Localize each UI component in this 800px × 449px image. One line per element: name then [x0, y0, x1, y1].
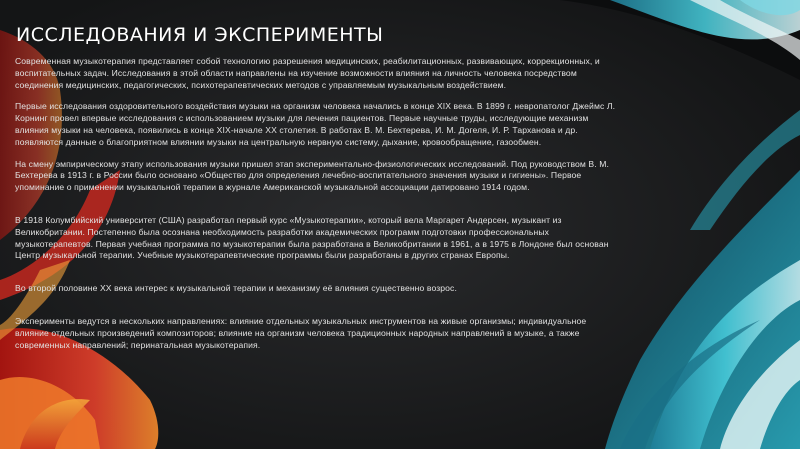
paragraph-intro: Современная музыкотерапия представляет собой технологию разрешения медицинских, реабилитационных, развивающих, коррекционных, и воспитательных задач. Исследования в этой области направлены на изучение возможности влияния на личность человека посредством соединения медицинских, педагогических, психотерапевтических методов с управляемым музыкальным воздействием.	[15, 56, 600, 90]
paragraph-experiment-directions: Эксперименты ведутся в нескольких направлениях: влияние отдельных музыкальных инструментов на живые организмы; индивидуальное влияние отдельных произведений композиторов; влияние на организм человека традиционных народных направлений в музыке, а также современных направлений; перинатальная музыкотерапия.	[15, 315, 587, 350]
slide-body	[15, 56, 620, 351]
paragraph-columbia-course: В 1918 Колумбийский университет (США) разработал первый курс «Музыкотерапии», который вела Маргарет Андерсен, музыкант из Великобритании. Постепенно была осознана необходимость разработки академических программ подготовки профессиональных музыкотерапевтов. Первая учебная программа по музыкотерапии была разработана в Великобритании в 1961, а в 1975 в Лондоне был основан Центр музыкальной терапии. Учебные музыкотерапевтические программы были разработаны в других странах Европы.	[15, 214, 609, 261]
paragraph-experimental-stage: На смену эмпирическому этапу использования музыки пришел этап экспериментально-физиологических исследований. Под руководством В. М. Бехтерева в 1913 г. в России было основано «Общество для определения лечебно-воспитательного значения музыки и гигиены». Первое упоминание о применении музыкальной терапии в журнале Американской музыкальной ассоциации датировано 1914 годом.	[15, 158, 609, 193]
slide-title: ИССЛЕДОВАНИЯ И ЭКСПЕРИМЕНТЫ	[16, 24, 384, 46]
paragraph-second-half-xx: Во второй половине XX века интерес к музыкальной терапии и механизму её влияния существенно возрос.	[15, 283, 457, 294]
paragraph-first-research: Первые исследования оздоровительного воздействия музыки на организм человека начались в конце XIX века. В 1899 г. невропатолог Джеймс Л. Корнинг провел впервые исследования с использованием музыки для лечения пациентов. Первые научные труды, исследующие механизм влияния музыки на человека, появились в конце XIX-начале XX столетия. В работах В. М. Бехтерева, И. М. Догеля, И. Р. Тарханова и др. появляются данные о благоприятном влиянии музыки на центральную нервную систему, дыхание, кровообращение, газообмен.	[15, 101, 616, 147]
